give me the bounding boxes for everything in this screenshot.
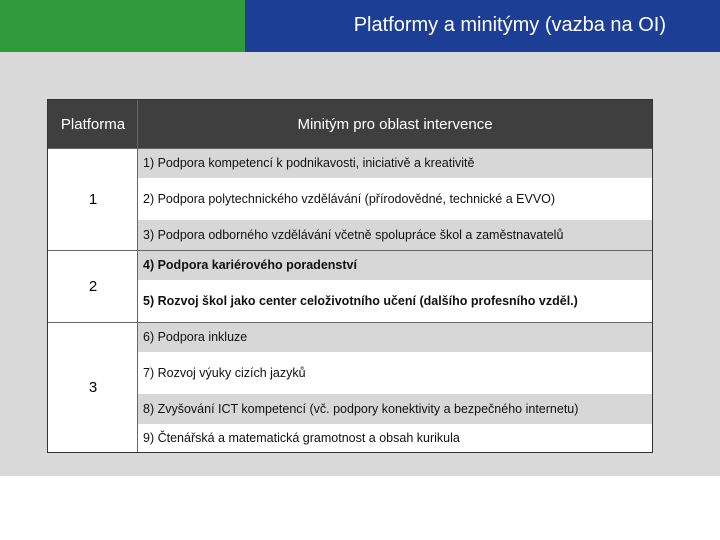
table-row: 7) Rozvoj výuky cizích jazyků (138, 352, 652, 394)
table-row: 9) Čtenářská a matematická gramotnost a obsah kurikula (138, 424, 652, 452)
row-divider (48, 148, 652, 149)
column-divider (137, 100, 138, 452)
platform-cell-3: 3 (48, 322, 138, 452)
slide-title: Platformy a minitýmy (vazba na OI) (353, 14, 666, 36)
slide-header (0, 0, 720, 52)
table-row: 1) Podpora kompetencí k podnikavosti, iniciativě a kreativitě (138, 148, 652, 178)
table-row: 5) Rozvoj škol jako center celoživotního učení (dalšího profesního vzděl.) (138, 280, 652, 322)
header-minitym: Minitým pro oblast intervence (138, 100, 652, 148)
platform-table (47, 99, 653, 453)
table-row: 6) Podpora inkluze (138, 322, 652, 352)
table-row: 2) Podpora polytechnického vzdělávání (přírodovědné, technické a EVVO) (138, 178, 652, 220)
platform-cell-2: 2 (48, 250, 138, 322)
row-divider (48, 250, 652, 251)
row-divider (48, 322, 652, 323)
table-row: 4) Podpora kariérového poradenství (138, 250, 652, 280)
header-platforma: Platforma (48, 100, 138, 148)
table-row: 3) Podpora odborného vzdělávání včetně spolupráce škol a zaměstnavatelů (138, 220, 652, 250)
header-green-band (0, 0, 245, 52)
platform-cell-1: 1 (48, 148, 138, 250)
table-row: 8) Zvyšování ICT kompetencí (vč. podpory konektivity a bezpečného internetu) (138, 394, 652, 424)
